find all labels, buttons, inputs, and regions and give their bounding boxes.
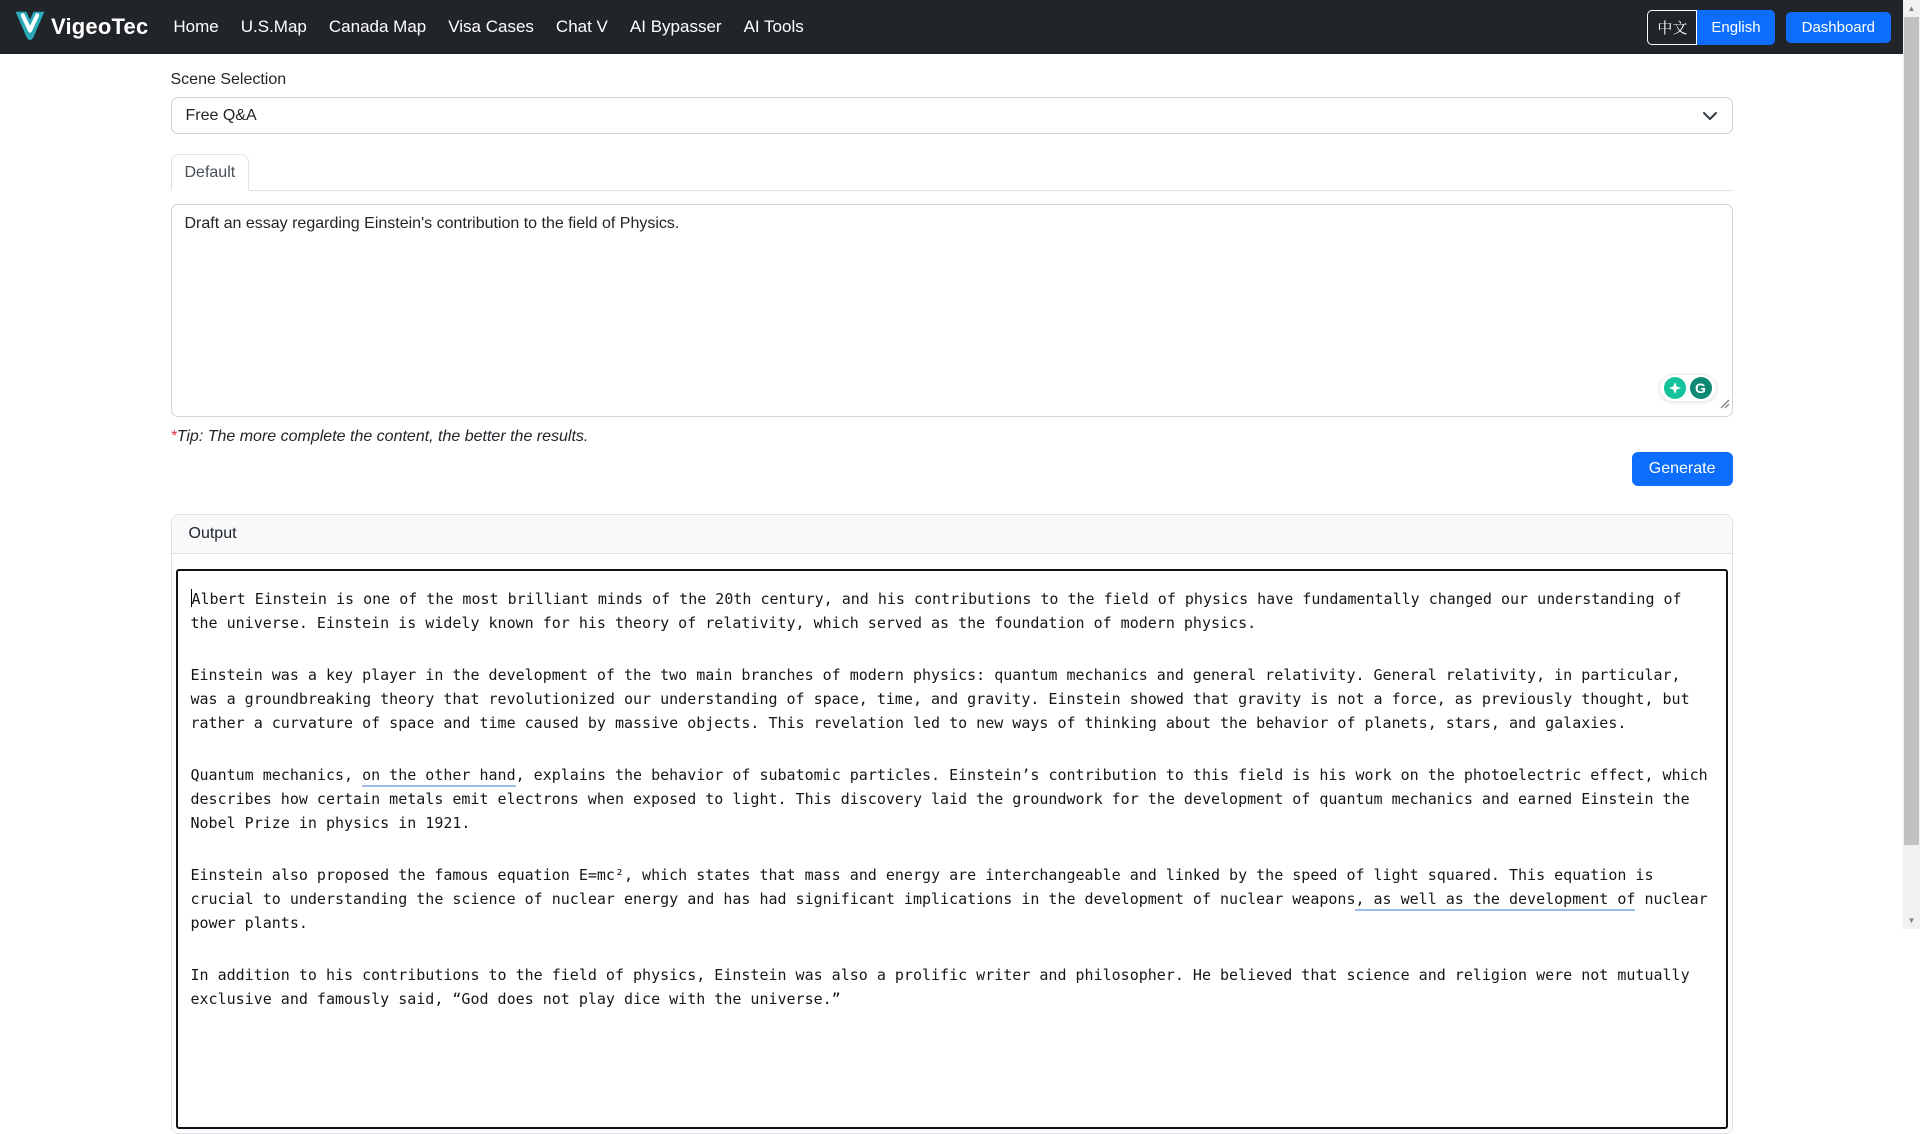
vigeotec-logo-icon (12, 9, 48, 45)
output-card-header: Output (172, 515, 1732, 554)
scene-selection-label: Scene Selection (170, 71, 287, 88)
output-paragraph: In addition to his contributions to the field of physics, Einstein was also a prolific writer and philosopher. He believed that science and religion were not mutually exclusive and famously said, “God does not play dice with the universe.” (190, 966, 1690, 1008)
page-scrollbar (1903, 0, 1920, 929)
nav-link-canada-map[interactable]: Canada Map (328, 17, 427, 36)
tip-text: *Tip: The more complete the content, the better the results. (170, 428, 589, 445)
main-content (171, 71, 1733, 1134)
nav-links (162, 9, 814, 45)
dashboard-button[interactable]: Dashboard (1786, 12, 1891, 43)
navbar-right (1647, 10, 1891, 45)
output-paragraph: Einstein was a key player in the development of the two main branches of modern physics: quantum mechanics and general relativity. General relativity, in particular, was a groundbreaking theory that revolutionized our understanding of space, time, and gravity. Einstein showed that gravity is not a force, as previously thought, but rather a curvature of space and time caused by massive objects. This revelation led to new ways of thinking about the behavior of planets, stars, and galaxies. (190, 666, 1690, 732)
lang-chinese-button[interactable]: 中文 (1647, 10, 1697, 45)
language-toggle (1647, 10, 1774, 45)
grammarly-logo-icon[interactable]: G (1690, 377, 1712, 399)
nav-link-ai-tools[interactable]: AI Tools (743, 17, 804, 36)
nav-link-visa-cases[interactable]: Visa Cases (448, 17, 534, 36)
output-card-body (172, 554, 1732, 1133)
lang-english-button[interactable]: English (1697, 10, 1774, 45)
output-card (171, 514, 1733, 1134)
output-paragraph: Einstein also proposed the famous equation E=mc², which states that mass and energy are interchangeable and linked by the speed of light squared. This equation is crucial to understanding the science of nuclear energy and has had significant implications in the development of nuclear weapons, as well as the development of nuclear power plants. (190, 866, 1708, 932)
scrollbar-down-arrow-icon[interactable]: ▼ (1907, 916, 1916, 925)
grammar-suggestion-underline: , as well as the development of (1355, 890, 1635, 911)
nav-link-chat-v[interactable]: Chat V (555, 17, 608, 36)
chevron-down-icon (1702, 111, 1718, 121)
nav-link-us-map[interactable]: U.S.Map (240, 17, 307, 36)
prompt-area (171, 204, 1733, 417)
resize-handle-icon[interactable] (1719, 396, 1730, 414)
generate-row (171, 452, 1733, 486)
output-paragraph: Quantum mechanics, on the other hand, explains the behavior of subatomic particles. Einstein’s contribution to this field is his work on the photoelectric effect, which describes how certain metals emit electrons when exposed to light. This discovery laid the groundwork for the development of quantum mechanics and earned Einstein the Nobel Prize in physics in 1921. (190, 766, 1708, 832)
generate-button[interactable]: Generate (1632, 452, 1733, 486)
output-paragraph: Albert Einstein is one of the most brilliant minds of the 20th century, and his contributions to the field of physics have fundamentally changed our understanding of the universe. Einstein is widely known for his theory of relativity, which served as the foundation of modern physics. (190, 590, 1682, 632)
prompt-textarea[interactable] (171, 204, 1733, 417)
prompt-tabs (171, 154, 1733, 191)
navbar (0, 0, 1903, 54)
grammarly-suggestion-bulb-icon[interactable] (1664, 377, 1686, 399)
nav-link-ai-bypasser[interactable]: AI Bypasser (629, 17, 722, 36)
grammarly-widget[interactable] (1659, 374, 1717, 402)
required-asterisk: * (170, 428, 177, 445)
scene-select[interactable] (171, 97, 1733, 134)
output-content[interactable] (176, 569, 1728, 1129)
nav-link-home[interactable]: Home (173, 17, 219, 36)
brand[interactable] (12, 9, 148, 45)
scene-select-value: Free Q&A (185, 106, 257, 124)
scrollbar-thumb[interactable] (1904, 17, 1919, 845)
tab-default[interactable]: Default (171, 154, 250, 191)
grammar-suggestion-underline: on the other hand (362, 766, 516, 787)
brand-label: VigeoTec (51, 14, 149, 39)
scrollbar-up-arrow-icon[interactable]: ▲ (1907, 4, 1916, 13)
